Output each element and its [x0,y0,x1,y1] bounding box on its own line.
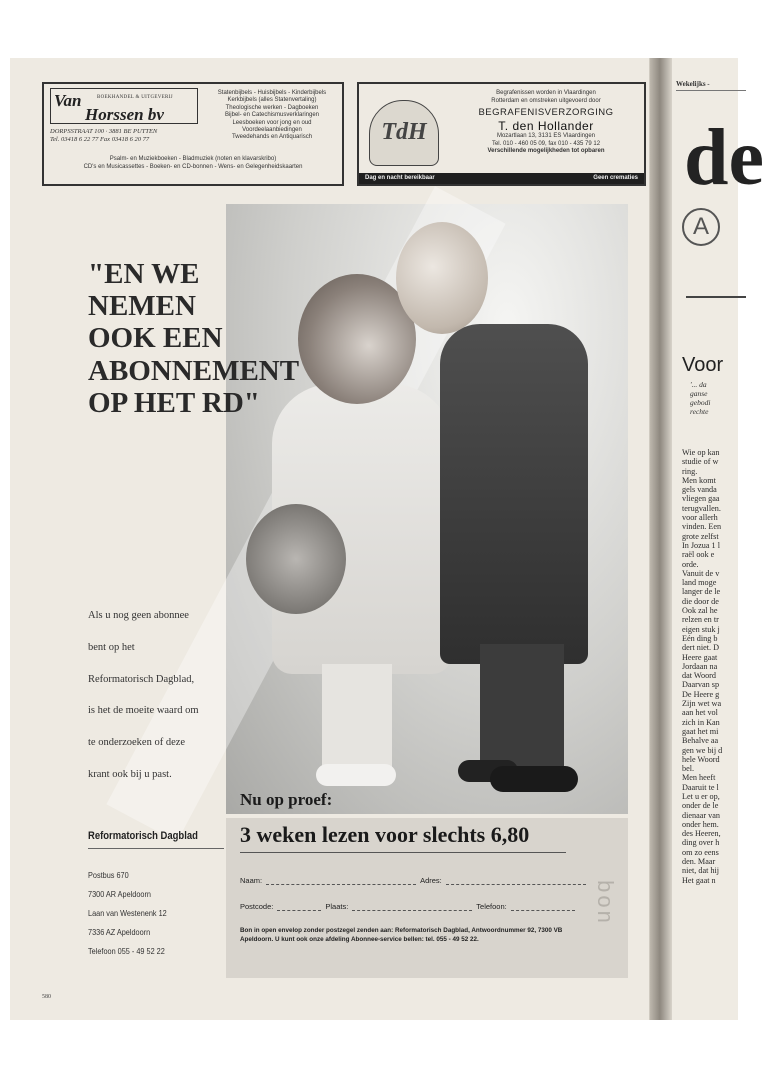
postcode-label: Postcode: [240,902,274,911]
den-hollander-info [451,90,641,156]
publisher-address-line: Telefoon 055 - 49 52 22 [88,946,165,956]
girl-shoes [316,764,396,786]
product-line: Statenbijbels - Huisbijbels - Kinderbijbels [217,90,327,96]
coupon-instructions: Bon in open envelop zonder postzegel zenden aan: Reformatorisch Dagblad, Antwoordnummer 92, 7300 VB Apeldoorn. U kunt ook onze afdeling Abonnee-service bellen: tel. 055 - 49 52 22. [240,927,563,943]
product-line: Bijbel- en Catechismusverklaringen [224,112,320,119]
boy-suit [440,324,588,664]
coupon-row-place [240,902,579,911]
headline-line: OP HET RD" [88,386,260,419]
publisher-address-line: Postbus 670 [88,870,129,880]
headline-line: OOK EEN [88,322,223,355]
publisher-address-line: 7336 AZ Apeldoorn [88,927,151,937]
pitch-line: bent op het [88,641,135,653]
van-horssen-advertisement [42,82,344,186]
intro-line: Rotterdam en omstreken uitgevoerd door [491,97,601,104]
pitch-line: Reformatorisch Dagblad, [88,673,195,685]
facing-page [672,58,764,1020]
den-hollander-bar [359,173,644,184]
coupon-divider [240,852,566,853]
tdh-monogram-logo [369,100,439,166]
boy-head [396,222,488,334]
product-line: Tweedehands en Antiquarisch [231,134,313,141]
alpha-emblem-icon: A [682,208,720,246]
girl-legs [322,664,392,774]
postcode-field[interactable] [277,903,321,911]
van-horssen-footer [46,156,340,171]
phone-label: Telefoon: [476,902,507,911]
book-gutter [650,58,672,1020]
availability-text: Dag en nacht bereikbaar [365,175,435,181]
name-label: Naam: [240,876,263,885]
article-quote: '... da ganse gebodi rechte [690,380,711,416]
masthead-rule [686,296,746,298]
footer-line: CD's en Musicassettes - Boeken- en CD-bonnen - Wens- en Gelegenheidskaarten [83,163,303,170]
publisher-name: Reformatorisch Dagblad [88,830,198,842]
publisher-divider [88,848,224,849]
publisher-address [88,866,167,961]
address-line: Mozartlaan 13, 3131 ES Vlaardingen [496,133,596,139]
van-horssen-address [50,128,157,144]
headline-line: NEMEN [88,290,196,323]
place-label: Plaats: [325,902,349,911]
product-line: Kerkbijbels (alles Statenvertaling) [227,97,317,104]
flower-bouquet [246,504,346,614]
pitch-line: Als u nog geen abonnee [88,610,189,621]
bon-stamp [590,838,620,968]
van-horssen-products [202,90,342,142]
boy-shoe-right [490,766,578,792]
facing-page-header: Wekelijks - [676,80,710,88]
options-line: Verschillende mogelijkheden tot opbaren [487,148,605,154]
monogram-text: TdH [381,119,427,145]
product-line: Voordeelaanbiedingen [242,127,302,134]
headline-line: "EN WE [88,258,200,290]
pitch-line: is het de moeite waard om [88,705,199,717]
boy-legs [480,644,564,774]
ad-headline [88,258,299,419]
footer-line: Psalm- en Muziekboeken - Bladmuziek (noten en klavarskribo) [109,156,277,162]
den-hollander-advertisement [357,82,646,186]
phone-field[interactable] [511,903,575,911]
logo-name: Horssen bv [85,105,164,124]
bon-text: bon [593,880,618,926]
intro-line: Begrafenissen worden in Vlaardingen [496,90,596,96]
logo-van: Van [54,91,82,110]
article-body: Wie op kan studie of w ring. Men komt gels vanda vliegen gaa terugvallen. voor allerh vinden. Een grote zelfst In Jozua 1 l raël ook e orde. Vanuit de v land moge langer de le die door de Ook zal he relzen en tr eigen stuk j Eén ding b dert niet. D Heere gaat Jordaan na dat Woord Daarvan sp De Heere g Zijn wet wa aan het vol zich in Kan gaat het mi Behalve aa gen we bij d hele Woord bel. Men heeft Daaruit te l Let u er op, onder de le dienaar van onder hem. des Heeren, ding over h om zo eens den. Maar niet, dat hij Het gaat n [682,448,723,885]
publisher-address-line: Laan van Westenenk 12 [88,908,167,918]
van-horssen-logo [50,88,198,124]
pitch-line: krant ook bij u past. [88,768,172,780]
subscription-coupon [226,818,628,978]
company-name: T. den Hollander [498,119,594,133]
masthead-title: de [684,114,764,202]
no-cremation-text: Geen crematies [593,175,638,181]
header-rule [676,90,746,91]
article-title: Voor [682,354,724,376]
coupon-row-name [240,876,590,885]
page-number: 580 [42,994,51,1000]
product-line: Theologische werken - Dagboeken [225,104,319,111]
place-field[interactable] [352,903,472,911]
coupon-title: 3 weken lezen voor slechts 6,80 [240,822,530,847]
headline-line: ABONNEMENT [88,354,300,387]
ad-pitch-text [88,610,220,801]
publisher-address-line: 7300 AR Apeldoorn [88,889,152,899]
address-field[interactable] [446,877,586,885]
address-line: Tel. 010 - 460 05 09, fax 010 - 435 79 12 [491,140,601,147]
logo-tagline: BOEKHANDEL & UITGEVERIJ [97,95,173,100]
product-line: Leesboeken voor jong en oud [232,119,312,126]
service-title: BEGRAFENISVERZORGING [478,107,614,118]
trial-label: Nu op proef: [240,790,333,809]
name-field[interactable] [266,877,416,885]
address-line: Tel. 03418 6 22 77 Fax 03418 6 20 77 [50,136,150,143]
address-line: DORPSSTRAAT 100 · 3881 BE PUTTEN [50,128,158,135]
pitch-line: te onderzoeken of deze [88,737,186,749]
address-label: Adres: [420,876,442,885]
